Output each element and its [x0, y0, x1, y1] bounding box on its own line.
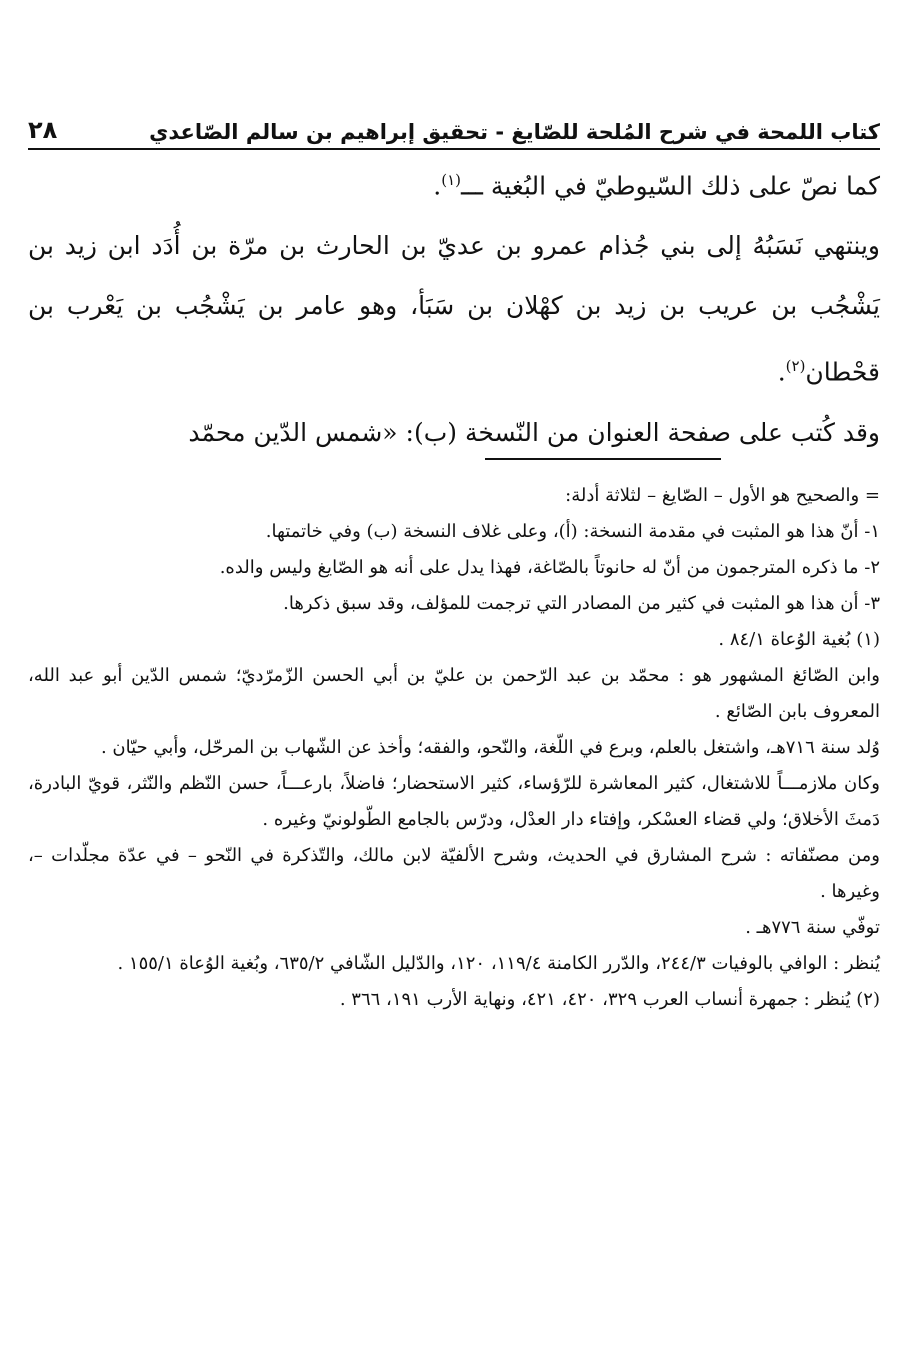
paragraph-1-end: . [433, 171, 442, 201]
footnote-ref-2: (٢) [785, 357, 806, 376]
footnote-line: (٢) يُنظر : جمهرة أنساب العرب ٣٢٩، ٤٢٠، ٤٢١، ونهاية الأرب ١٩١، ٣٦٦ . [339, 989, 880, 1010]
footnote-line: = والصحيح هو الأول – الصّايغ – لثلاثة أدلة: [565, 485, 880, 506]
footnote-ref-1: (١) [441, 171, 462, 189]
running-header [28, 104, 880, 150]
footnote-line: وابن الصّائغ المشهور هو : محمّد بن عبد الرّحمن بن عليّ بن أبي الحسن الزّمرّديّ؛ شمس الدّين أبو عبد الله، المعروف بابن الصّائع . [28, 665, 880, 722]
footnote-line: (١) بُغية الوُعاة ٨٤/١ . [718, 629, 880, 650]
paragraph-3: وقد كُتب على صفحة العنوان من النّسخة (ب): «شمس الدّين محمّد [188, 417, 880, 447]
paragraph-1-text: كما نصّ على ذلك السّيوطيّ في البُغية ـــ [461, 171, 880, 201]
paragraph-1 [28, 150, 880, 216]
footnote-line: ومن مصنّفاته : شرح المشارق في الحديث، وشرح الألفيّة لابن مالك، والتّذكرة في النّحو – في عدّة مجلّدات –، وغيرها . [28, 845, 880, 902]
main-text [28, 150, 880, 463]
footnote-line: وُلد سنة ٧١٦هـ، واشتغل بالعلم، وبرع في اللّغة، والنّحو، والفقه؛ وأخذ عن الشّهاب بن المرحّل، وأبي حيّان . [100, 737, 880, 758]
footnote-line: ١- أنّ هذا هو المثبت في مقدمة النسخة: (أ)، وعلى غلاف النسخة (ب) وفي خاتمتها. [265, 521, 880, 542]
footnote-line: ٣- أن هذا هو المثبت في كثير من المصادر التي ترجمت للمؤلف، وقد سبق ذكرها. [283, 593, 880, 614]
header-title: كتاب اللمحة في شرح المُلحة للصّايغ - تحقيق إبراهيم بن سالم الصّاعدي [149, 120, 880, 144]
footnote-separator [485, 458, 721, 460]
footnote-line: وكان ملازمـــاً للاشتغال، كثير المعاشرة للرّؤساء، كثير الاستحضار؛ فاضلاً، بارعـــاً، حسن النّظم والنّثر، قويّ البادرة، دَمثَ الأخلاق؛ ولي قضاء العسْكر، وإفتاء دار العدْل، ودرّس بالجامع الطّولونيّ وغيره . [28, 773, 880, 830]
footnote-line: ٢- ما ذكره المترجمون من أنّ له حانوتاً بالصّاغة، فهذا يدل على أنه هو الصّايغ وليس والده. [219, 557, 880, 578]
footnote-line: يُنظر : الوافي بالوفيات ٢٤٤/٣، والدّرر الكامنة ١١٩/٤، ١٢٠، والدّليل الشّافي ٦٣٥/٢، وبُغية الوُعاة ١٥٥/١ . [117, 953, 880, 974]
page-number: ٢٨ [28, 116, 58, 144]
paragraph-2-end: . [777, 357, 786, 387]
footnote-line: توفّي سنة ٧٧٦هـ . [745, 917, 880, 938]
paragraph-2-text: وينتهي نَسَبُهُ إلى بني جُذام عمرو بن عديّ بن الحارث بن مرّة بن أُدَد ابن زيد بن يَشْجُب بن عريب بن زيد بن كهْلان بن سَبَأ، وهو عامر بن يَشْجُب بن يَعْرب بن قحْطان [28, 231, 880, 387]
footnotes-section [28, 478, 880, 1018]
paragraph-2 [28, 216, 880, 402]
